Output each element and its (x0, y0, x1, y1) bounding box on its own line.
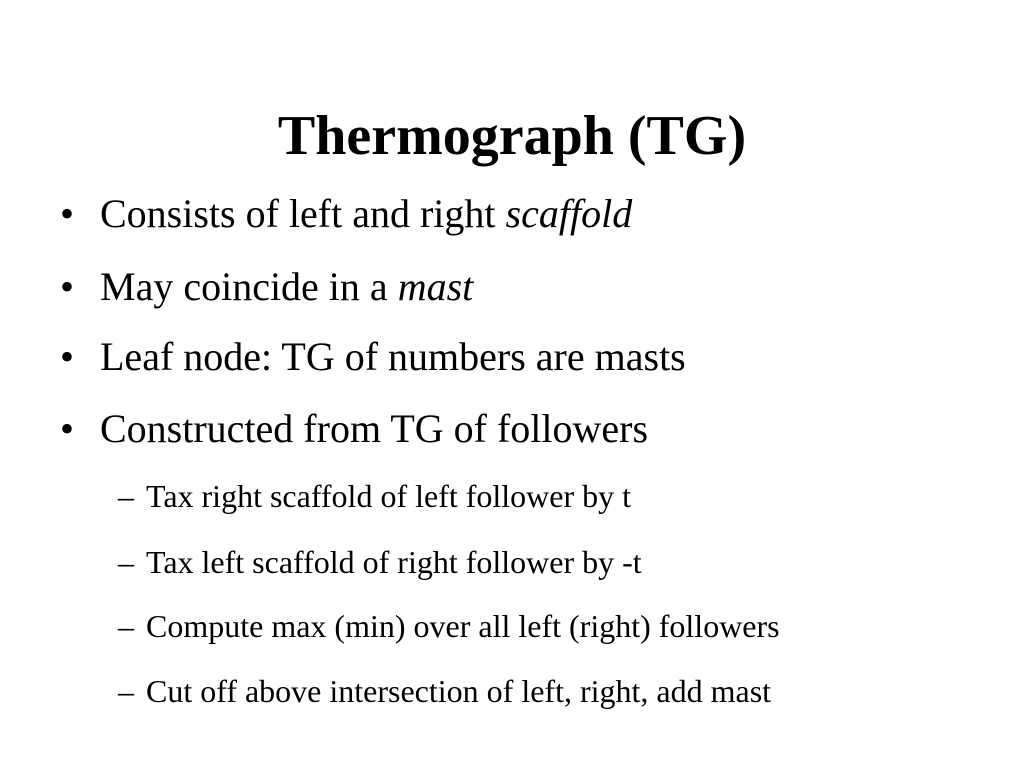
bullet-emphasis: scaffold (505, 191, 633, 236)
subbullet-text: Compute max (min) over all left (right) followers (146, 608, 780, 644)
slide-title: Thermograph (TG) (277, 105, 747, 167)
subbullet-text: Cut off above intersection of left, right, add mast (146, 673, 772, 709)
subbullet-marker: – (118, 608, 134, 644)
bullet-text (100, 263, 473, 311)
bullet-marker: • (60, 191, 75, 236)
bullet-text-plain: Consists of left and right (100, 191, 506, 236)
subbullet-marker: – (118, 544, 134, 580)
bullet-text-plain: May coincide in a (100, 264, 398, 309)
subbullet-marker: – (118, 478, 134, 514)
bullet-emphasis: mast (397, 264, 474, 309)
bullet-text (100, 190, 632, 238)
bullet-text: Constructed from TG of followers (100, 406, 649, 451)
bullet-marker: • (60, 264, 75, 309)
subbullet-text: Tax left scaffold of right follower by -t (146, 544, 642, 580)
bullet-marker: • (60, 334, 75, 379)
bullet-marker: • (60, 406, 75, 451)
subbullet-marker: – (118, 673, 134, 709)
bullet-text: Leaf node: TG of numbers are masts (100, 334, 686, 379)
subbullet-text: Tax right scaffold of left follower by t (146, 478, 632, 514)
